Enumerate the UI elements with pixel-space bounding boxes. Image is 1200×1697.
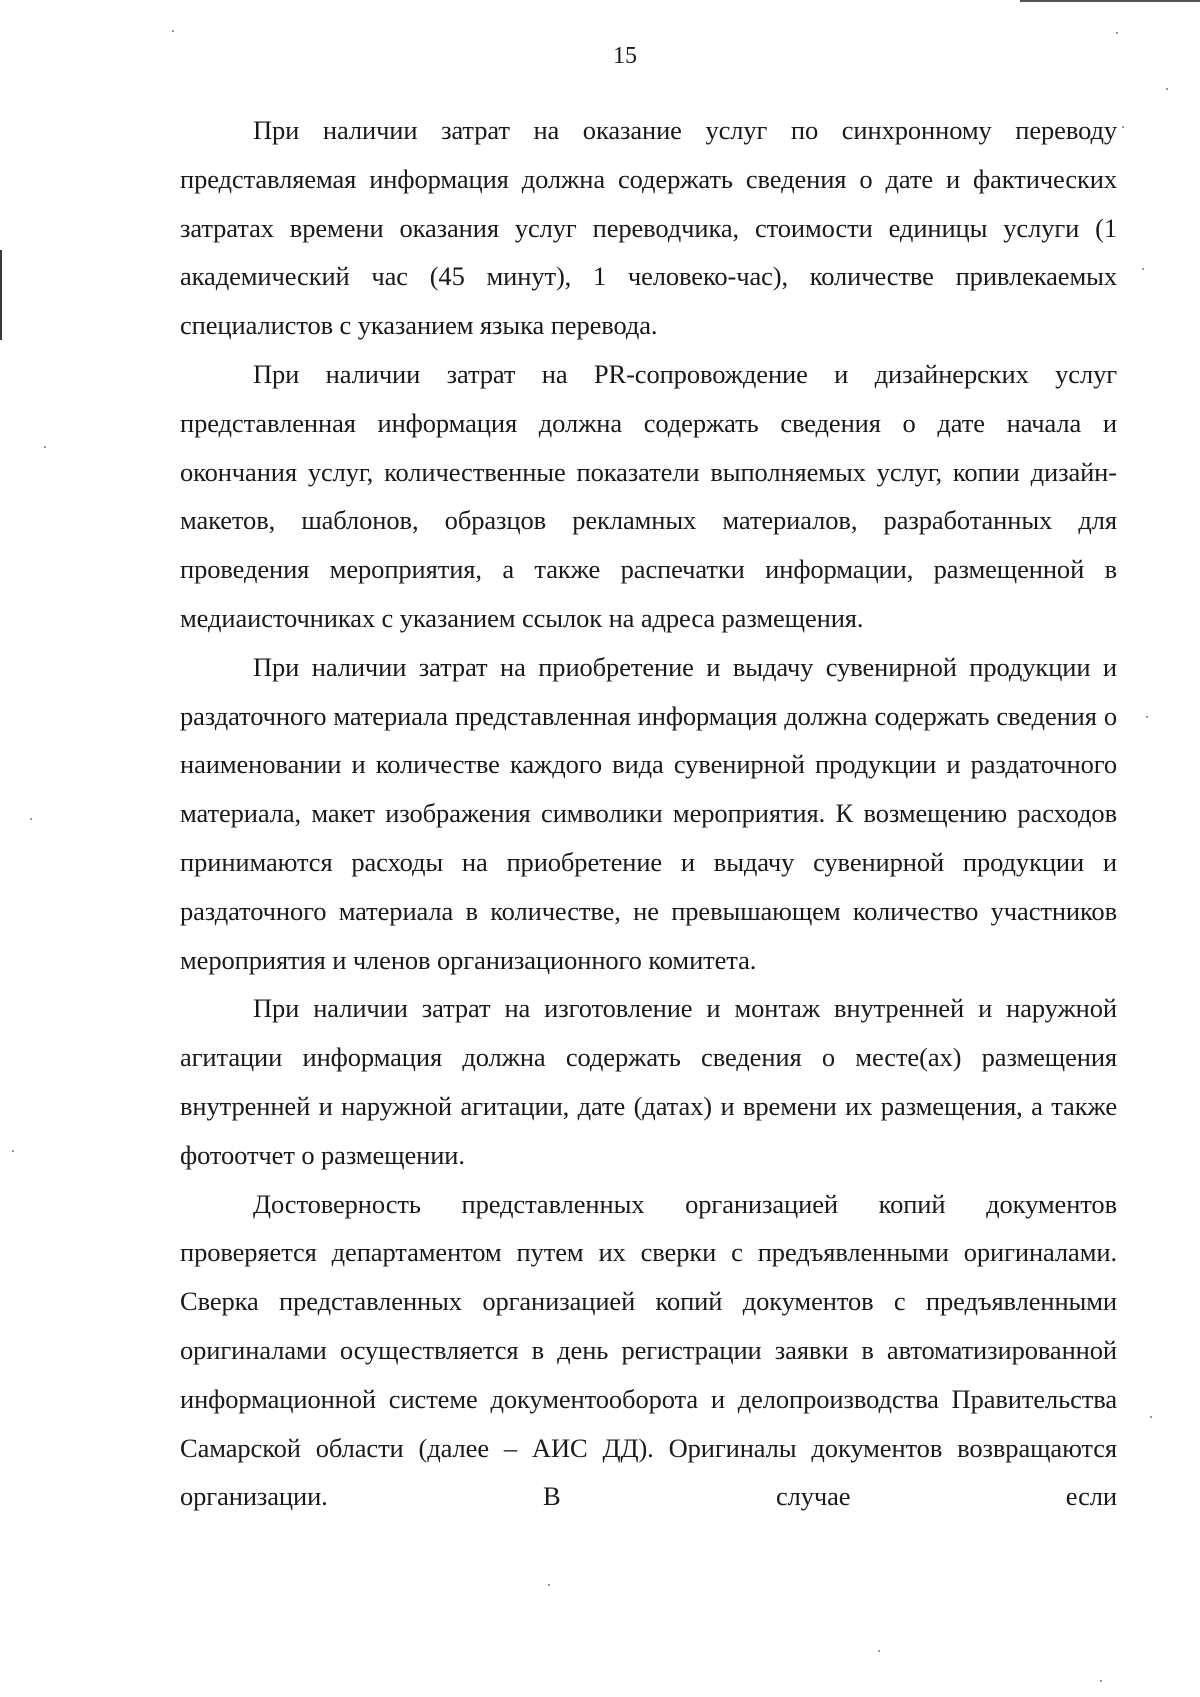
scan-speck (1142, 268, 1144, 270)
scan-speck (878, 1650, 880, 1652)
scan-speck (1146, 716, 1148, 718)
paragraph-document-verification: Достоверность представленных организацией копий документов проверяется департаментом путем их сверки с предъявленными оригиналами. Сверка представленных организацией копий документов с предъявленными оригиналами осуществляется в день регистрации заявки в автоматизированной информационной системе документооборота и делопроизводства Правительства Самарской области (далее – АИС ДД). Оригиналы документов возвращаются организации. В случае если (180, 1188, 1117, 1512)
scan-speck (30, 818, 32, 820)
paragraph-translation-costs: При наличии затрат на оказание услуг по синхронному переводу представляемая информация должна содержать сведения о дате и фактических затратах времени оказания услуг переводчика, стоимости единицы услуги (1 академический час (45 минут), 1 человеко-час), количестве привлекаемых специалистов с указанием языка перевода. (180, 115, 1117, 341)
scan-speck (1100, 1680, 1102, 1682)
scan-top-mark (1020, 0, 1200, 2)
scan-speck (1116, 32, 1118, 34)
scan-speck (44, 446, 46, 448)
paragraph-souvenir-costs: При наличии затрат на приобретение и выдачу сувенирной продукции и раздаточного материала представленная информация должна содержать сведения о наименовании и количестве каждого вида сувенирной продукции и раздаточного материала, макет изображения символики мероприятия. К возмещению расходов принимаются расходы на приобретение и выдачу сувенирной продукции и раздаточного материала в количестве, не превышающем количество участников мероприятия и членов организационного комитета. (180, 651, 1117, 975)
paragraph-agitation-costs: При наличии затрат на изготовление и монтаж внутренней и наружной агитации информация должна содержать сведения о месте(ах) размещения внутренней и наружной агитации, дате (датах) и времени их размещения, а также фотоотчет о размещении. (180, 993, 1117, 1170)
scan-speck (1150, 1416, 1152, 1418)
scan-edge-mark (0, 250, 2, 340)
scan-speck (1122, 126, 1124, 128)
scan-speck (1166, 88, 1168, 90)
paragraph-pr-design-costs: При наличии затрат на PR-сопровождение и дизайнерских услуг представленная информация должна содержать сведения о дате начала и окончания услуг, количественные показатели выполняемых услуг, копии дизайн-макетов, шаблонов, образцов рекламных материалов, разработанных для проведения мероприятия, а также распечатки информации, размещенной в медиаисточниках с указанием ссылок на адреса размещения. (180, 358, 1117, 633)
document-body (180, 106, 1117, 1521)
scan-speck (12, 1150, 14, 1152)
page-number: 15 (613, 43, 637, 69)
scan-speck (548, 1584, 550, 1586)
scan-speck (172, 30, 174, 32)
